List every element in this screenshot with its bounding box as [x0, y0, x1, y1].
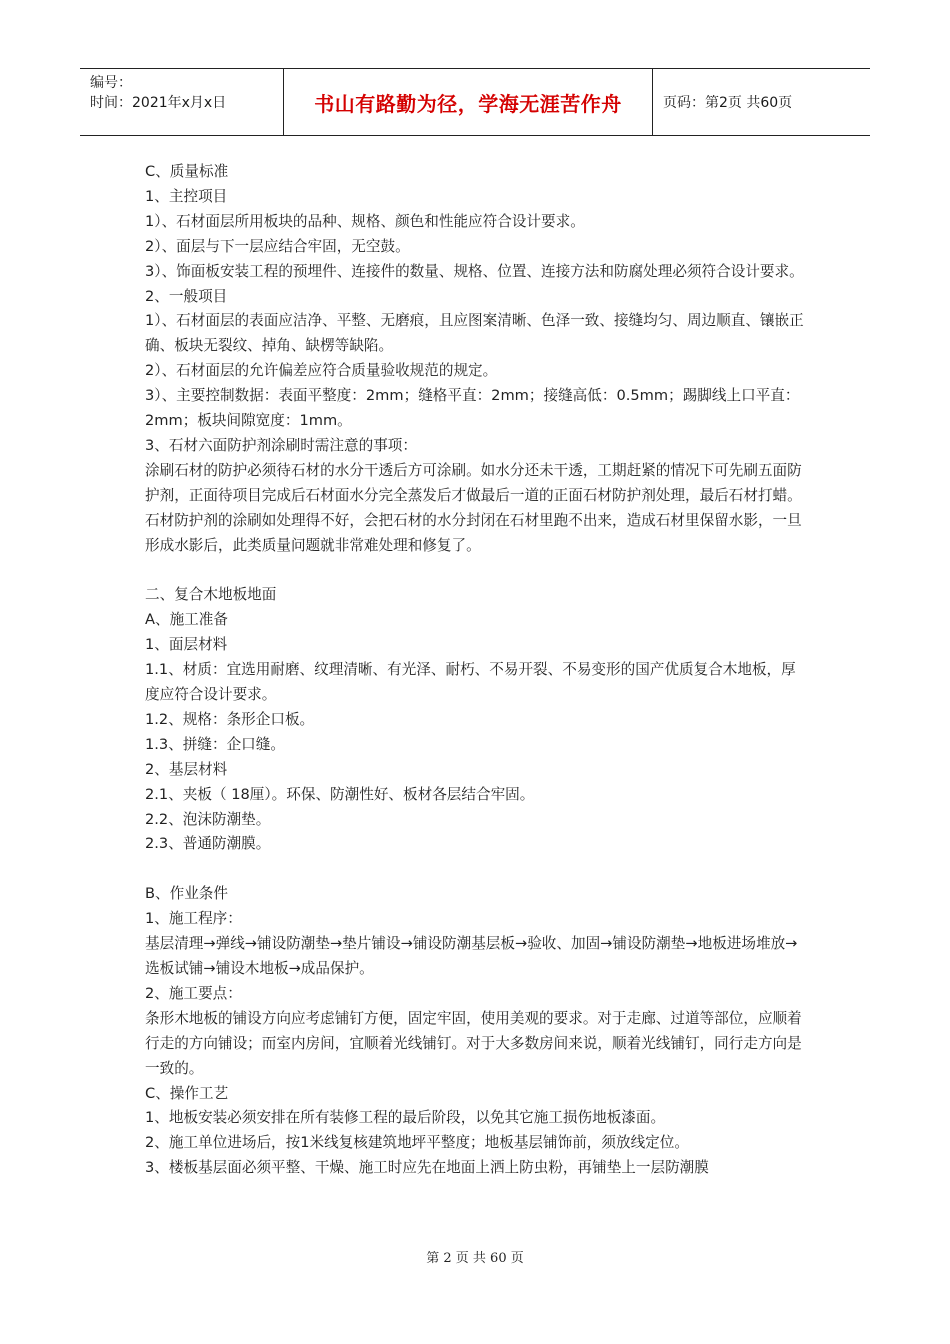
body-paragraph: 3、楼板基层面必须平整、干燥、施工时应先在地面上洒上防虫粉，再铺垫上一层防潮膜	[145, 1159, 709, 1177]
blank-line	[145, 857, 810, 882]
body-paragraph: B、作业条件	[145, 885, 228, 903]
footer-page-number: 第 2 页 共 60 页	[426, 1251, 524, 1266]
header-meta	[80, 69, 283, 135]
body-paragraph: 2、一般项目	[145, 287, 228, 305]
body-paragraph: 2、基层材料	[145, 760, 228, 778]
body-paragraph: 1、地板安装必须安排在所有装修工程的最后阶段，以免其它施工损伤地板漆面。	[145, 1109, 666, 1127]
body-paragraph: 2.1、夹板（ 18厘）。环保、防潮性好、板材各层结合牢固。	[145, 785, 535, 803]
body-paragraph: 3、石材六面防护剂涂刷时需注意的事项：	[145, 436, 417, 454]
body-paragraph: 2、施工单位进场后，按1米线复核建筑地坪平整度；地板基层铺饰前，须放线定位。	[145, 1134, 689, 1152]
body-paragraph: 2）、石材面层的允许偏差应符合质量验收规范的规定。	[145, 362, 498, 380]
body-paragraph: 二、复合木地板地面	[145, 586, 277, 604]
body-paragraph: 基层清理→弹线→铺设防潮垫→垫片铺设→铺设防潮基层板→验收、加固→铺设防潮垫→地板进场堆放→选板试铺→铺设木地板→成品保护。	[145, 935, 798, 977]
header-motto-cell	[283, 69, 653, 135]
date-label: 时间：2021年x月x日	[90, 95, 227, 111]
page-footer	[0, 1247, 950, 1266]
document-body	[145, 160, 810, 1181]
body-paragraph: 3）、饰面板安装工程的预埋件、连接件的数量、规格、位置、连接方法和防腐处理必须符合设计要求。	[145, 262, 804, 280]
body-paragraph: 1）、石材面层所用板块的品种、规格、颜色和性能应符合设计要求。	[145, 212, 585, 230]
body-paragraph: 1、主控项目	[145, 187, 228, 205]
body-paragraph: 1.2、规格：条形企口板。	[145, 710, 315, 728]
body-paragraph: 条形木地板的铺设方向应考虑铺钉方便，固定牢固，使用美观的要求。对于走廊、过道等部位，应顺着行走的方向铺设；而室内房间，宜顺着光线铺钉。对于大多数房间来说，顺着光线铺钉，同行走方向是一致的。	[145, 1009, 802, 1077]
blank-line	[145, 559, 810, 584]
page-info-text: 页码：第2页 共60页	[663, 95, 793, 111]
body-paragraph: C、操作工艺	[145, 1084, 229, 1102]
body-paragraph: 1）、石材面层的表面应洁净、平整、无磨痕，且应图案清晰、色泽一致、接缝均匀、周边顺直、镶嵌正确、板块无裂纹、掉角、缺楞等缺陷。	[145, 312, 804, 355]
body-paragraph: 3）、主要控制数据：表面平整度：2mm；缝格平直：2mm；接缝高低：0.5mm；踢脚线上口平直：2mm；板块间隙宽度：1mm。	[145, 387, 800, 430]
body-paragraph: 2.2、泡沫防潮垫。	[145, 810, 271, 828]
body-paragraph: 1.1、材质：宜选用耐磨、纹理清晰、有光泽、耐朽、不易开裂、不易变形的国产优质复合木地板，厚度应符合设计要求。	[145, 661, 796, 704]
serial-label: 编号：	[90, 75, 132, 91]
body-paragraph: C、质量标准	[145, 163, 229, 180]
body-paragraph: 2、施工要点：	[145, 984, 242, 1002]
header-page-info	[653, 69, 870, 135]
body-paragraph: 1、施工程序：	[145, 910, 242, 928]
body-paragraph: A、施工准备	[145, 611, 228, 629]
page-header	[80, 68, 870, 136]
body-paragraph: 1、面层材料	[145, 636, 228, 654]
body-paragraph: 2.3、普通防潮膜。	[145, 835, 271, 853]
body-paragraph: 涂刷石材的防护必须待石材的水分干透后方可涂刷。如水分还未干透，工期赶紧的情况下可先刷五面防护剂，正面待项目完成后石材面水分完全蒸发后才做最后一道的正面石材防护剂处理，最后石材打蜡。石材防护剂的涂刷如处理得不好，会把石材的水分封闭在石材里跑不出来，造成石材里保留水影，一旦形成水影后，此类质量问题就非常难处理和修复了。	[145, 461, 802, 554]
body-paragraph: 2）、面层与下一层应结合牢固，无空鼓。	[145, 237, 410, 255]
body-paragraph: 1.3、拼缝：企口缝。	[145, 735, 285, 753]
motto-text: 书山有路勤为径，学海无涯苦作舟	[314, 91, 622, 116]
